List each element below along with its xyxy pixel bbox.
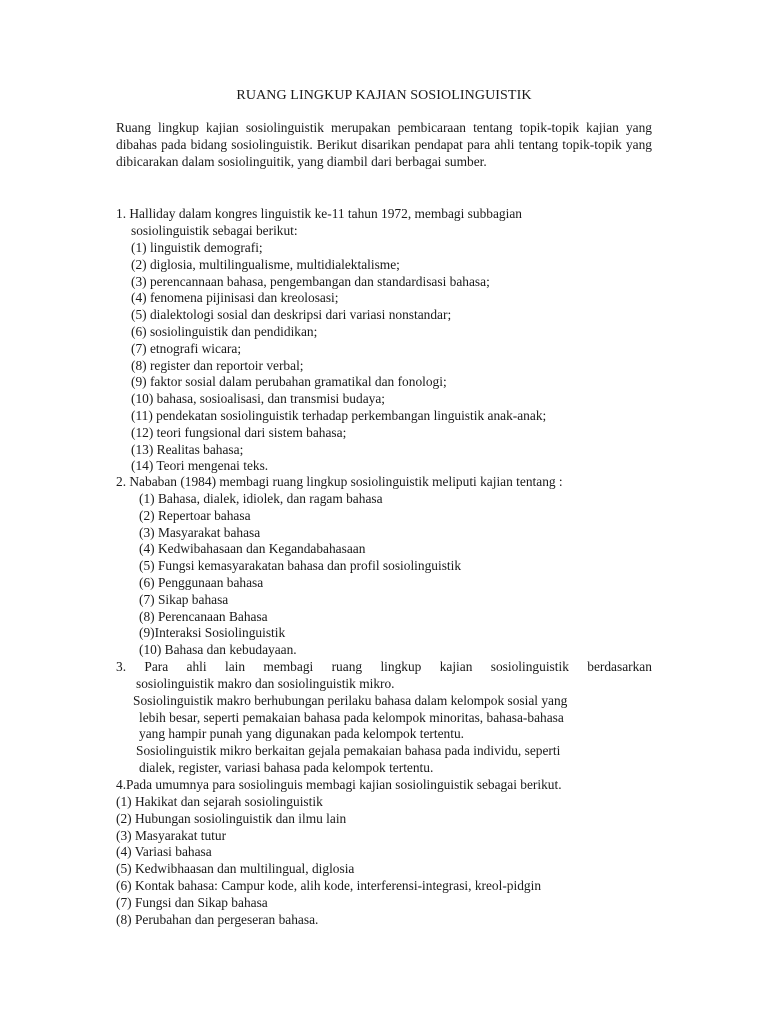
word: sosiolinguistik [490,659,569,674]
macro-line-1: Sosiolinguistik makro berhubungan perilaku bahasa dalam kelompok sosial yang [133,693,568,708]
list-item: (10) bahasa, sosioalisasi, dan transmisi budaya; [131,391,385,407]
list-item: (3) perencannaan bahasa, pengembangan dan standardisasi bahasa; [131,273,490,289]
list-item: (13) Realitas bahasa; [131,441,244,457]
macro-line-2: lebih besar, seperti pemakaian bahasa pada kelompok minoritas, bahasa-bahasa [139,710,564,725]
word: Para [144,659,169,674]
list-item: (9) faktor sosial dalam perubahan gramatikal dan fonologi; [131,374,447,390]
micro-line-1: Sosiolinguistik mikro berkaitan gejala pemakaian bahasa pada individu, seperti [136,743,561,758]
list-item: (10) Bahasa dan kebudayaan. [139,642,297,658]
list-item: (6) Penggunaan bahasa [139,575,264,590]
list-item: (2) diglosia, multilingualisme, multidialektalisme; [131,256,400,272]
section-2-lead: 2. Nababan (1984) membagi ruang lingkup sosiolinguistik meliputi kajian tentang : [116,474,563,489]
section-1-lead-continued: sosiolinguistik sebagai berikut: [131,223,298,238]
list-item: (8) Perubahan dan pergeseran bahasa. [116,911,319,927]
list-item: (5) Kedwibhaasan dan multilingual, diglosia [116,861,355,877]
list-item: (5) dialektologi sosial dan deskripsi dari variasi nonstandar; [131,307,452,323]
word: ahli [186,659,207,674]
list-item: (5) Fungsi kemasyarakatan bahasa dan profil sosiolinguistik [139,558,462,574]
list-item: (12) teori fungsional dari sistem bahasa; [131,424,347,440]
word: lain [224,659,246,674]
list-item: (6) sosiolinguistik dan pendidikan; [131,324,318,339]
list-item: (1) Hakikat dan sejarah sosiolinguistik [116,794,323,809]
list-item: (7) Fungsi dan Sikap bahasa [116,894,268,910]
list-item: (2) Hubungan sosiolinguistik dan ilmu lain [116,810,347,826]
word: membagi [263,659,314,674]
section-3-lead [116,658,652,675]
list-item: (2) Repertoar bahasa [139,507,251,523]
list-item: (7) etnografi wicara; [131,340,242,356]
macro-line-3: yang hampir punah yang digunakan pada kelompok tertentu. [139,726,465,741]
word: berdasarkan [587,659,652,674]
list-item: (4) fenomena pijinisasi dan kreolosasi; [131,290,339,306]
list-item: (6) Kontak bahasa: Campur kode, alih kode, interferensi-integrasi, kreol-pidgin [116,878,542,893]
word: 3. [116,659,127,674]
list-item: (11) pendekatan sosiolinguistik terhadap perkembangan linguistik anak-anak; [131,408,547,423]
section-4-lead: 4.Pada umumnya para sosiolinguis membagi kajian sosiolinguistik sebagai berikut. [116,777,562,792]
document-title: RUANG LINGKUP KAJIAN SOSIOLINGUISTIK [236,88,532,103]
section-3-lead-continued: sosiolinguistik makro dan sosiolinguistik mikro. [136,676,395,691]
list-item: (8) Perencanaan Bahasa [139,608,268,624]
list-item: (4) Kedwibahasaan dan Kegandabahasaan [139,541,366,557]
word: lingkup [380,659,422,674]
section-1-lead: 1. Halliday dalam kongres linguistik ke-11 tahun 1972, membagi subbagian [116,206,522,221]
word: ruang [331,659,363,674]
list-item: (7) Sikap bahasa [139,591,229,607]
list-item: (3) Masyarakat tutur [116,827,227,843]
list-item: (1) Bahasa, dialek, idiolek, dan ragam bahasa [139,491,383,506]
list-item: (8) register dan reportoir verbal; [131,357,304,373]
intro-paragraph: Ruang lingkup kajian sosiolinguistik merupakan pembicaraan tentang topik-topik kajian yang dibahas pada bidang sosiolinguistik. Berikut disarikan pendapat para ahli tentang topik-topik yang dibicarakan dalam sosiolinguitik, yang diambil dari berbagai sumber. [116,120,652,169]
list-item: (14) Teori mengenai teks. [131,458,269,474]
list-item: (9)Interaksi Sosiolinguistik [139,625,286,641]
word: kajian [439,659,473,674]
list-item: (4) Variasi bahasa [116,844,212,860]
micro-line-2: dialek, register, variasi bahasa pada kelompok tertentu. [139,760,434,775]
list-item: (1) linguistik demografi; [131,240,263,255]
list-item: (3) Masyarakat bahasa [139,524,261,540]
